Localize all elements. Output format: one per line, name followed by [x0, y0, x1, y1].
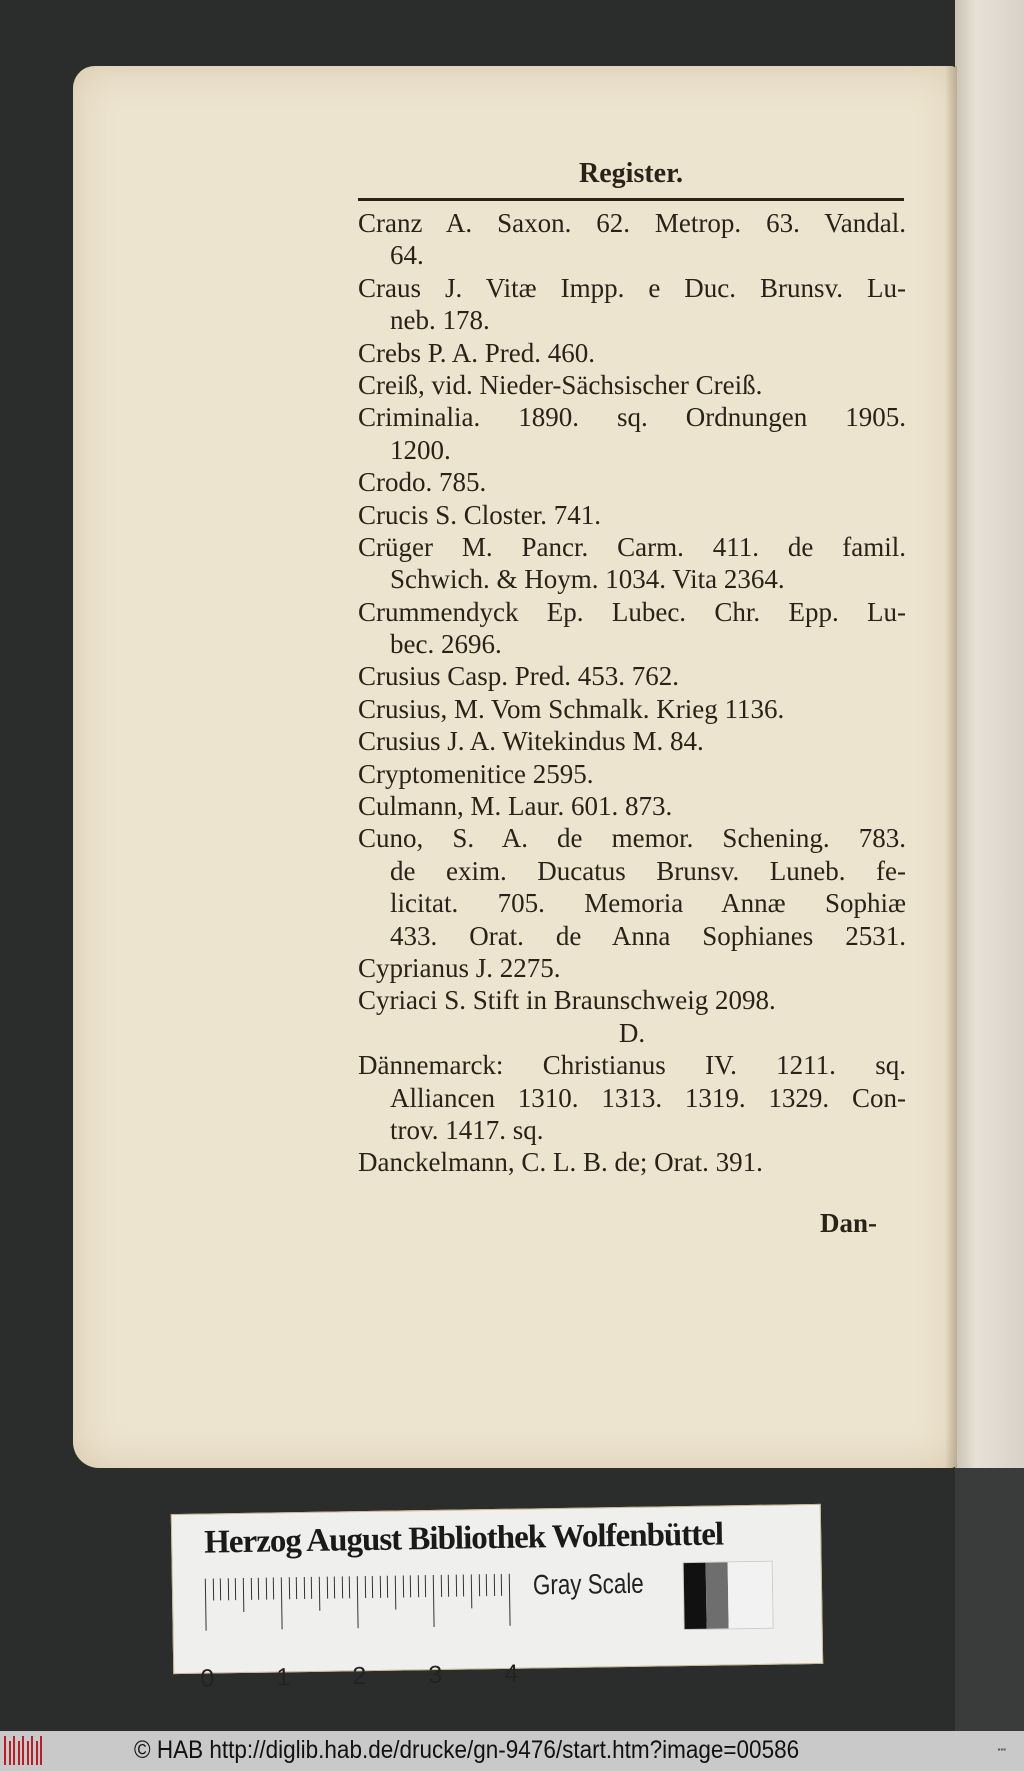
- register-line: de exim. Ducatus Brunsv. Luneb. fe-: [390, 855, 906, 886]
- register-line: trov. 1417. sq.: [390, 1114, 544, 1145]
- ruler-tick: [342, 1576, 343, 1598]
- ruler-tick: [319, 1577, 321, 1611]
- ruler-tick: [478, 1574, 479, 1596]
- ruler-tick: [235, 1578, 236, 1600]
- gray-scale-swatch: [683, 1561, 774, 1630]
- ruler-tick: [304, 1577, 305, 1599]
- ruler-number: 3: [428, 1660, 443, 1690]
- register-line: Culmann, M. Laur. 601. 873.: [358, 791, 673, 822]
- register-line: Craus J. Vitæ Impp. e Duc. Brunsv. Lu-: [358, 272, 906, 303]
- ruler-tick: [418, 1575, 419, 1597]
- ruler-tick: [380, 1576, 381, 1598]
- register-line: Danckelmann, C. L. B. de; Orat. 391.: [358, 1147, 763, 1178]
- ruler-tick: [448, 1575, 449, 1597]
- footer-bar: [0, 1731, 1024, 1771]
- ruler-tick: [486, 1574, 487, 1596]
- register-line: Crucis S. Closter. 741.: [358, 499, 602, 530]
- ruler-tick: [463, 1575, 464, 1597]
- ruler-number: 2: [352, 1662, 367, 1691]
- register-line: bec. 2696.: [390, 629, 502, 660]
- ruler-tick: [440, 1575, 441, 1597]
- register-line: Crüger M. Pancr. Carm. 411. de famil.: [358, 531, 906, 562]
- register-line: neb. 178.: [390, 305, 490, 336]
- ruler-tick: [228, 1578, 229, 1600]
- register-text: [358, 207, 906, 1179]
- ruler-tick: [494, 1574, 495, 1596]
- gray-swatch-patch: [684, 1563, 707, 1629]
- ruler-number: 4: [504, 1659, 519, 1688]
- hab-logo-icon: [4, 1735, 46, 1767]
- ruler-tick: [212, 1578, 213, 1600]
- ruler-tick: [501, 1574, 502, 1596]
- ruler-tick: [387, 1576, 388, 1598]
- ruler-number: 1: [276, 1663, 291, 1692]
- ruler-number: 0: [200, 1664, 215, 1693]
- ruler-tick: [296, 1577, 297, 1599]
- ruler-tick: [243, 1578, 245, 1612]
- register-line: Crusius J. A. Witekindus M. 84.: [358, 726, 704, 757]
- ruler-tick: [334, 1577, 335, 1599]
- ruler-tick: [273, 1577, 274, 1599]
- gray-swatch-patch: [728, 1562, 773, 1629]
- ruler-tick: [357, 1576, 359, 1628]
- ruler-tick: [509, 1574, 511, 1626]
- header-rule: [358, 198, 904, 201]
- ruler-tick: [349, 1576, 350, 1598]
- ruler-tick: [266, 1578, 267, 1600]
- ruler-tick: [250, 1578, 251, 1600]
- register-line: Crusius Casp. Pred. 453. 762.: [358, 661, 680, 692]
- ruler-tick: [425, 1575, 426, 1597]
- register-line: Crebs P. A. Pred. 460.: [358, 337, 596, 368]
- ruler-tick: [364, 1576, 365, 1598]
- register-line: licitat. 705. Memoria Annæ Sophiæ: [390, 888, 906, 919]
- page-gutter-shadow: [945, 66, 957, 1468]
- register-line: Dännemarck: Christianus IV. 1211. sq.: [358, 1050, 906, 1081]
- ruler-tick: [205, 1579, 207, 1631]
- footer-mark: ▪▪▪: [997, 1745, 1006, 1754]
- register-line: Criminalia. 1890. sq. Ordnungen 1905.: [358, 402, 906, 433]
- ruler-tick: [311, 1577, 312, 1599]
- page-header: Register.: [579, 158, 683, 189]
- register-line: Alliancen 1310. 1313. 1319. 1329. Con-: [390, 1082, 906, 1113]
- register-line: 433. Orat. de Anna Sophianes 2531.: [390, 920, 906, 951]
- footer-copyright-link[interactable]: © HAB http://diglib.hab.de/drucke/gn-9476/start.htm?image=00586: [134, 1736, 800, 1764]
- register-line: Creiß, vid. Nieder-Sächsischer Creiß.: [358, 369, 763, 400]
- register-line: Cyprianus J. 2275.: [358, 952, 561, 983]
- ruler-tick: [471, 1574, 473, 1608]
- ruler-tick: [281, 1577, 283, 1629]
- gray-swatch-patch: [706, 1562, 729, 1628]
- ruler-tick: [288, 1577, 289, 1599]
- register-line: 64.: [390, 240, 424, 271]
- ruler-tick: [372, 1576, 373, 1598]
- section-letter: D.: [618, 1017, 646, 1048]
- register-line: Schwich. & Hoym. 1034. Vita 2364.: [390, 564, 785, 595]
- ruler-tick: [258, 1578, 259, 1600]
- ruler-tick: [326, 1577, 327, 1599]
- register-line: Cranz A. Saxon. 62. Metrop. 63. Vandal.: [358, 208, 906, 238]
- ruler-tick: [433, 1575, 435, 1627]
- gray-scale-label: Gray Scale: [532, 1567, 644, 1601]
- color-reference-card: [171, 1504, 823, 1693]
- register-line: Cryptomenitice 2595.: [358, 758, 594, 789]
- ruler: [200, 1574, 519, 1693]
- register-line: Cyriaci S. Stift in Braunschweig 2098.: [358, 985, 776, 1016]
- ruler-tick: [410, 1575, 411, 1597]
- register-line: Crummendyck Ep. Lubec. Chr. Epp. Lu-: [358, 596, 906, 627]
- ruler-tick: [220, 1578, 221, 1600]
- register-line: 1200.: [390, 434, 451, 465]
- catchword: Dan-: [820, 1208, 878, 1238]
- register-line: Crusius, M. Vom Schmalk. Krieg 1136.: [358, 693, 785, 724]
- register-line: Crodo. 785.: [358, 467, 487, 498]
- background: [955, 1468, 1024, 1731]
- ruler-tick: [395, 1576, 397, 1610]
- library-name: Herzog August Bibliothek Wolfenbüttel: [203, 1516, 724, 1561]
- register-line: Cuno, S. A. de memor. Schening. 783.: [358, 823, 906, 854]
- ruler-tick: [456, 1575, 457, 1597]
- ruler-tick: [402, 1575, 403, 1597]
